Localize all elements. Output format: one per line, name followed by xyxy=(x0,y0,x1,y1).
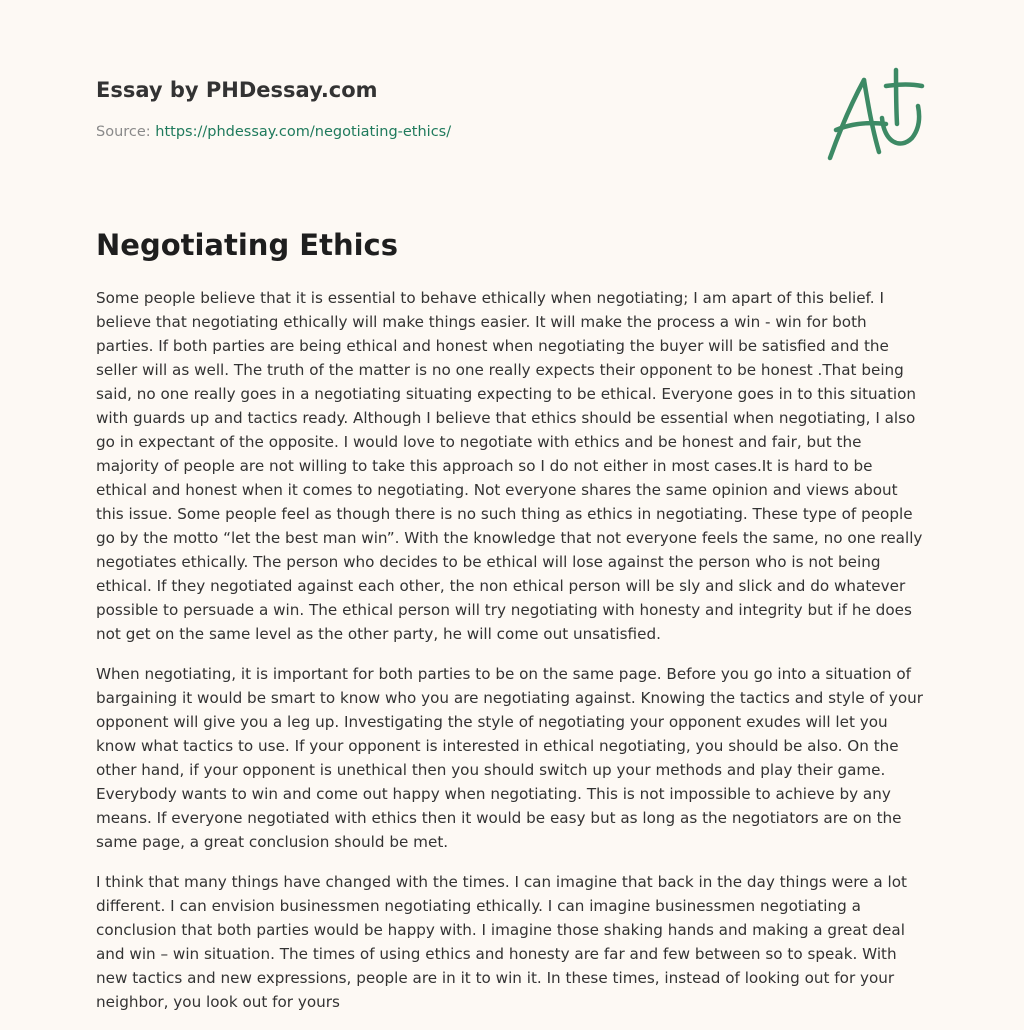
essay-paragraph: Some people believe that it is essential to behave ethically when negotiating; I am apart of this belief. I believe that negotiating ethically will make things easier. It will make the process a win - win for both parties. If both parties are being ethical and honest when negotiating the buyer will be satisfied and the seller will as well. The truth of the matter is no one really expects their opponent to be honest .That being said, no one really goes in a negotiating situating expecting to be ethical. Everyone goes in to this situation with guards up and tactics ready. Although I believe that ethics should be essential when negotiating, I also go in expectant of the opposite. I would love to negotiate with ethics and be honest and fair, but the majority of people are not willing to take this approach so I do not either in most cases.It is hard to be ethical and honest when it comes to negotiating. Not everyone shares the same opinion and views about this issue. Some people feel as though there is no such thing as ethics in negotiating. These type of people go by the motto “let the best man win”. With the knowledge that not everyone feels the same, no one really negotiates ethically. The person who decides to be ethical will lose against the person who is not being ethical. If they negotiated against each other, the non ethical person will be sly and slick and do whatever possible to persuade a win. The ethical person will try negotiating with honesty and integrity but if he does not get on the same level as the other party, he will come out unsatisfied. xyxy=(96,289,923,643)
site-title: Essay by PHDessay.com xyxy=(96,78,378,102)
source-label: Source: xyxy=(96,124,156,140)
essay-paragraph: When negotiating, it is important for both parties to be on the same page. Before you go into a situation of bargaining it would be smart to know who you are negotiating against. Knowing the tactics and style of your opponent will give you a leg up. Investigating the style of negotiating your opponent exudes will let you know what tactics to use. If your opponent is interested in ethical negotiating, you should be also. On the other hand, if your opponent is unethical then you should switch up your methods and play their game. Everybody wants to win and come out happy when negotiating. This is not impossible to achieve by any means. If everyone negotiated with ethics then it would be easy but as long as the negotiators are on the same page, a great conclusion should be met. xyxy=(96,665,924,851)
page-header xyxy=(96,76,796,142)
a-plus-logo-icon xyxy=(824,66,928,166)
essay-title: Negotiating Ethics xyxy=(96,228,399,262)
essay-body xyxy=(96,286,928,1030)
source-link[interactable]: https://phdessay.com/negotiating-ethics/ xyxy=(155,124,452,140)
essay-paragraph: I think that many things have changed with the times. I can imagine that back in the day things were a lot different. I can envision businessmen negotiating ethically. I can imagine businessmen negotiating a conclusion that both parties would be happy with. I imagine those shaking hands and making a great deal and win – win situation. The times of using ethics and honesty are far and few between so to speak. With new tactics and new expressions, people are in it to win it. In these times, instead of looking out for your neighbor, you look out for yours xyxy=(96,873,907,1011)
source-line xyxy=(96,122,796,142)
